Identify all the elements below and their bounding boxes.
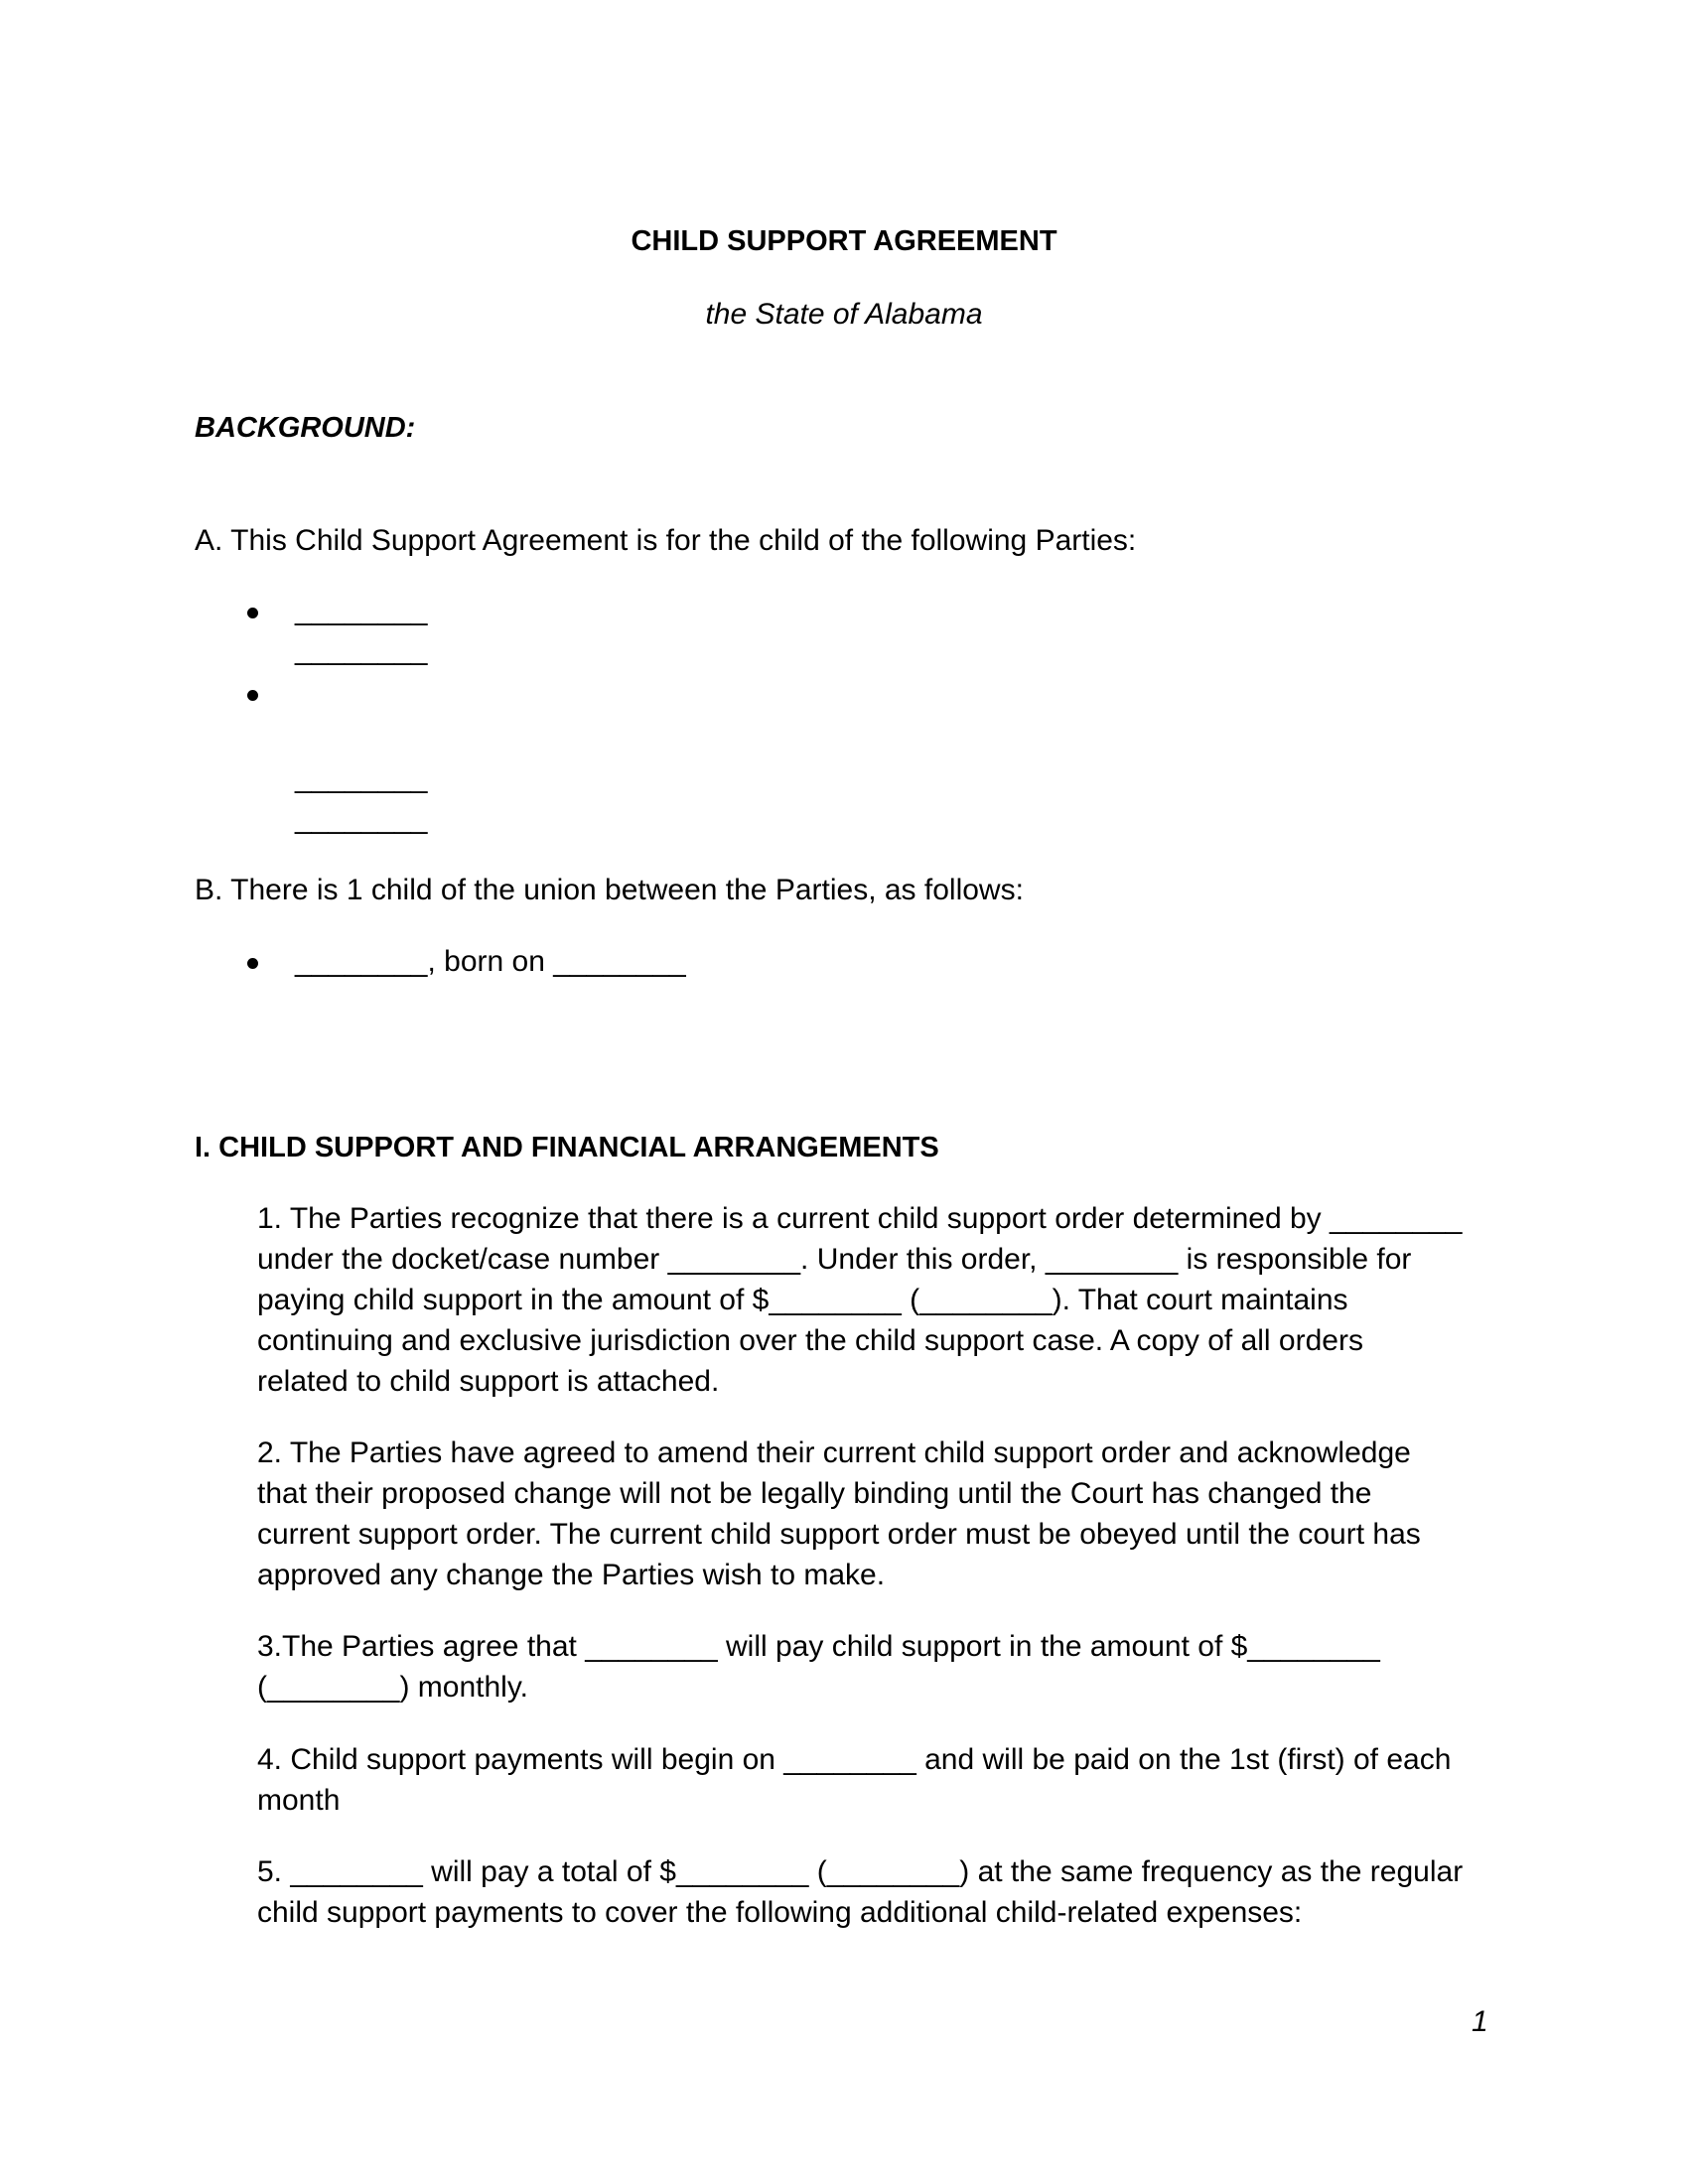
page-number: 1 bbox=[1472, 2005, 1488, 2038]
paragraph-line: related to child support is attached. bbox=[257, 1365, 720, 1398]
party-blank-line: ________ bbox=[295, 802, 428, 835]
section-b-text: B. There is 1 child of the union between the Parties, as follows: bbox=[195, 874, 1024, 906]
paragraph-3 bbox=[257, 1626, 1498, 1707]
paragraph-line: 2. The Parties have agreed to amend their current child support order and acknowledge bbox=[257, 1436, 1411, 1469]
paragraph-5 bbox=[257, 1851, 1498, 1933]
paragraph-line: under the docket/case number ________. Under this order, ________ is responsible for bbox=[257, 1243, 1412, 1276]
background-heading: BACKGROUND: bbox=[195, 412, 416, 444]
paragraph-line: 1. The Parties recognize that there is a current child support order determined by ________ bbox=[257, 1202, 1463, 1235]
party-blank-line: ________ bbox=[295, 761, 428, 794]
bullet-icon bbox=[247, 690, 258, 701]
paragraph-line: that their proposed change will not be legally binding until the Court has changed the bbox=[257, 1477, 1372, 1510]
section-i-heading: I. CHILD SUPPORT AND FINANCIAL ARRANGEMENTS bbox=[195, 1132, 939, 1163]
paragraph-line: 5. ________ will pay a total of $________ (________) at the same frequency as the regular bbox=[257, 1855, 1464, 1888]
paragraph-line: child support payments to cover the following additional child-related expenses: bbox=[257, 1896, 1303, 1929]
paragraph-line: (________) monthly. bbox=[257, 1671, 528, 1704]
bullet-icon bbox=[247, 608, 258, 618]
party-blank-line: ________ bbox=[295, 633, 428, 666]
section-a-text: A. This Child Support Agreement is for the child of the following Parties: bbox=[195, 524, 1137, 557]
document-title: CHILD SUPPORT AGREEMENT bbox=[631, 225, 1057, 257]
paragraph-line: 3.The Parties agree that ________ will pay child support in the amount of $________ bbox=[257, 1630, 1380, 1663]
paragraph-4 bbox=[257, 1739, 1498, 1821]
bullet-icon bbox=[247, 958, 258, 969]
paragraph-2 bbox=[257, 1433, 1498, 1595]
paragraph-line: continuing and exclusive jurisdiction over the child support case. A copy of all orders bbox=[257, 1324, 1363, 1357]
document-subtitle: the State of Alabama bbox=[705, 298, 983, 331]
party-blank-line: ________ bbox=[295, 594, 428, 626]
paragraph-line: approved any change the Parties wish to make. bbox=[257, 1559, 886, 1591]
paragraph-line: 4. Child support payments will begin on ________ and will be paid on the 1st (first) of each bbox=[257, 1743, 1452, 1776]
paragraph-line: current support order. The current child support order must be obeyed until the court has bbox=[257, 1518, 1421, 1551]
paragraph-1 bbox=[257, 1198, 1498, 1402]
paragraph-line: month bbox=[257, 1784, 341, 1817]
paragraph-line: paying child support in the amount of $________ (________). That court maintains bbox=[257, 1284, 1348, 1316]
child-line: ________, born on ________ bbox=[295, 945, 686, 978]
